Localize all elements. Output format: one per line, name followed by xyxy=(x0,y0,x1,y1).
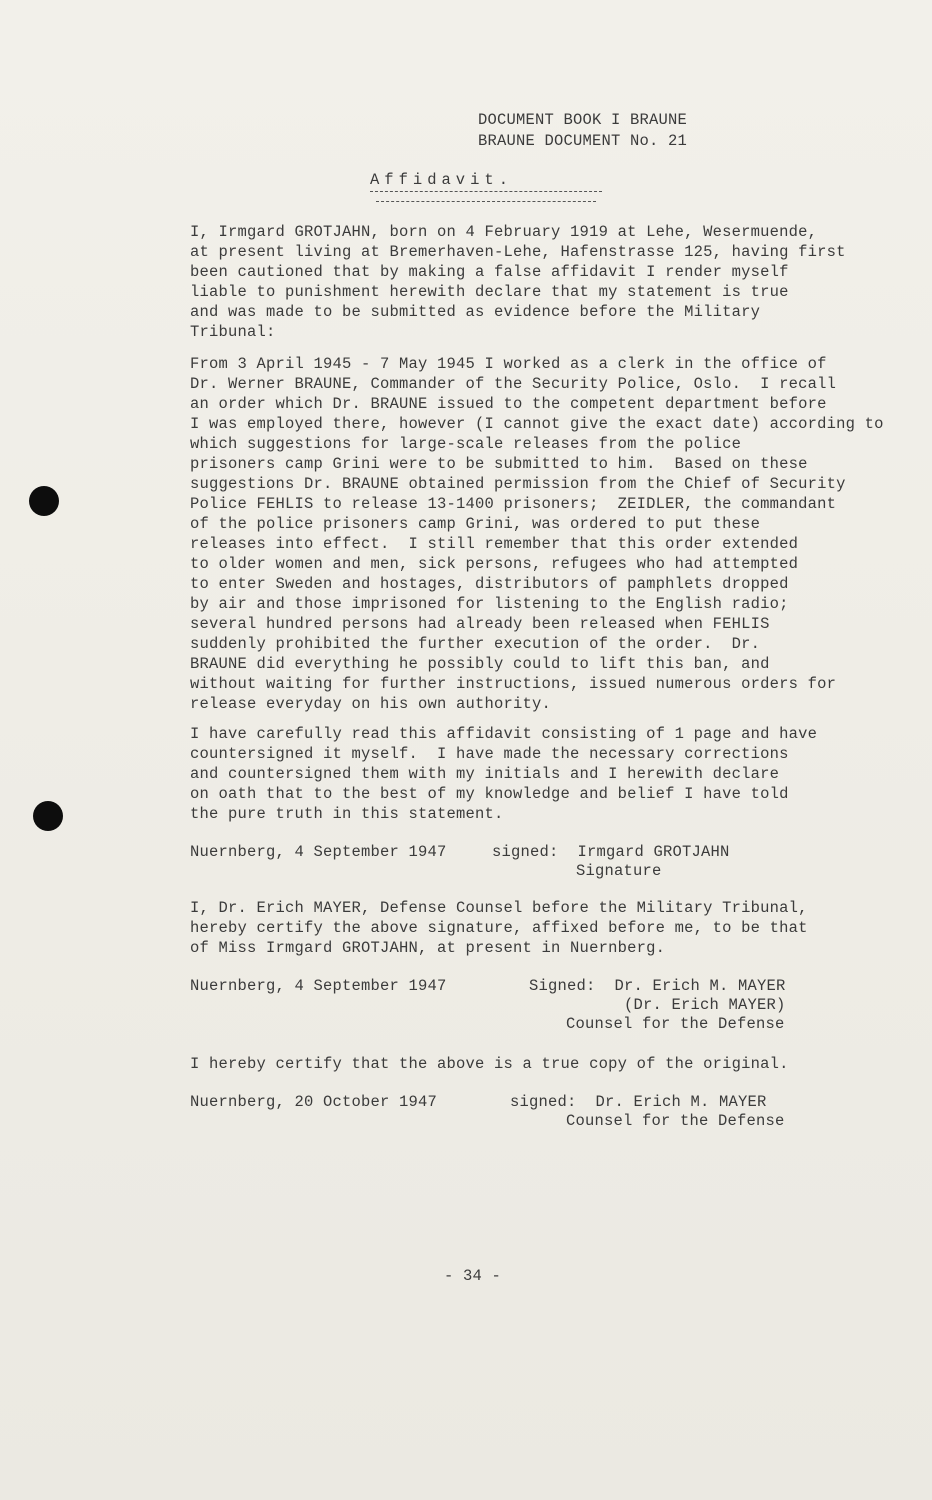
title-underline-2 xyxy=(376,201,596,202)
certification-line: I have carefully read this affidavit consisting of 1 page and have xyxy=(190,725,818,743)
statement-line: several hundred persons had already been released when FEHLIS xyxy=(190,615,770,633)
statement-line: BRAUNE did everything he possibly could to lift this ban, and xyxy=(190,655,770,673)
signature-3-role: Counsel for the Defense xyxy=(566,1112,785,1130)
statement-line: suddenly prohibited the further execution of the order. Dr. xyxy=(190,635,761,653)
counsel-line: of Miss Irmgard GROTJAHN, at present in Nuernberg. xyxy=(190,939,666,957)
certification-paragraph xyxy=(190,724,870,824)
statement-line: prisoners camp Grini were to be submitted to him. Based on these xyxy=(190,455,808,473)
signature-1-signed: signed: Irmgard GROTJAHN xyxy=(492,843,730,861)
counsel-line: I, Dr. Erich MAYER, Defense Counsel before the Military Tribunal, xyxy=(190,899,808,917)
true-copy-statement: I hereby certify that the above is a true copy of the original. xyxy=(190,1055,789,1073)
signature-2-signed: Signed: Dr. Erich M. MAYER xyxy=(529,977,786,995)
statement-line: release everyday on his own authority. xyxy=(190,695,552,713)
signature-2-role: Counsel for the Defense xyxy=(566,1015,785,1033)
statement-line: to enter Sweden and hostages, distributors of pamphlets dropped xyxy=(190,575,789,593)
intro-line: liable to punishment herewith declare that my statement is true xyxy=(190,283,789,301)
statement-line: without waiting for further instructions, issued numerous orders for xyxy=(190,675,837,693)
statement-line: an order which Dr. BRAUNE issued to the competent department before xyxy=(190,395,827,413)
page-number: - 34 - xyxy=(444,1267,502,1285)
counsel-line: hereby certify the above signature, affixed before me, to be that xyxy=(190,919,808,937)
intro-line: at present living at Bremerhaven-Lehe, Hafenstrasse 125, having first xyxy=(190,243,846,261)
page-title: Affidavit. xyxy=(370,171,514,189)
statement-line: by air and those imprisoned for listening to the English radio; xyxy=(190,595,789,613)
signature-3-place-date: Nuernberg, 20 October 1947 xyxy=(190,1093,438,1111)
statement-line: of the police prisoners camp Grini, was ordered to put these xyxy=(190,515,761,533)
signature-1-label: Signature xyxy=(576,862,662,880)
certification-line: and countersigned them with my initials and I herewith declare xyxy=(190,765,780,783)
signature-2-place-date: Nuernberg, 4 September 1947 xyxy=(190,977,447,995)
statement-line: I was employed there, however (I cannot give the exact date) according to xyxy=(190,415,884,433)
statement-paragraph xyxy=(190,354,884,714)
intro-line: Tribunal: xyxy=(190,323,276,341)
certification-line: the pure truth in this statement. xyxy=(190,805,504,823)
counsel-certification xyxy=(190,898,870,958)
statement-line: which suggestions for large-scale releases from the police xyxy=(190,435,742,453)
punch-hole-bottom xyxy=(33,801,63,831)
title-underline xyxy=(370,191,602,192)
signature-1-place-date: Nuernberg, 4 September 1947 xyxy=(190,843,447,861)
statement-line: to older women and men, sick persons, refugees who had attempted xyxy=(190,555,799,573)
certification-line: on oath that to the best of my knowledge and belief I have told xyxy=(190,785,789,803)
document-number: BRAUNE DOCUMENT No. 21 xyxy=(478,132,688,150)
intro-line: I, Irmgard GROTJAHN, born on 4 February 1919 at Lehe, Wesermuende, xyxy=(190,223,818,241)
intro-line: been cautioned that by making a false affidavit I render myself xyxy=(190,263,789,281)
statement-line: suggestions Dr. BRAUNE obtained permission from the Chief of Security xyxy=(190,475,846,493)
document-book-label: DOCUMENT BOOK I BRAUNE xyxy=(478,111,688,129)
statement-line: Police FEHLIS to release 13-1400 prisoners; ZEIDLER, the commandant xyxy=(190,495,837,513)
punch-hole-top xyxy=(29,486,59,516)
statement-line: releases into effect. I still remember that this order extended xyxy=(190,535,799,553)
statement-line: From 3 April 1945 - 7 May 1945 I worked as a clerk in the office of xyxy=(190,355,827,373)
signature-3-signed: signed: Dr. Erich M. MAYER xyxy=(510,1093,767,1111)
intro-paragraph xyxy=(190,222,870,342)
signature-2-name: (Dr. Erich MAYER) xyxy=(624,996,786,1014)
statement-line: Dr. Werner BRAUNE, Commander of the Security Police, Oslo. I recall xyxy=(190,375,837,393)
certification-line: countersigned it myself. I have made the necessary corrections xyxy=(190,745,789,763)
intro-line: and was made to be submitted as evidence before the Military xyxy=(190,303,761,321)
